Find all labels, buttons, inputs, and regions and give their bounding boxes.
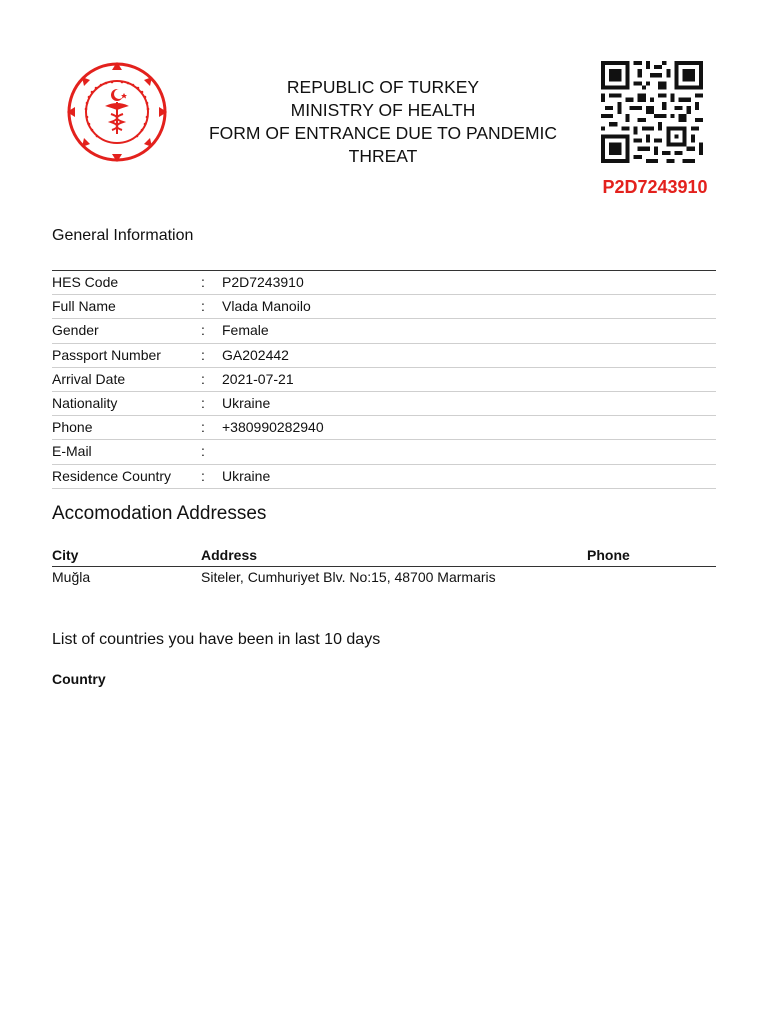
accommodation-table-header <box>52 545 716 567</box>
info-label: E-Mail <box>52 443 92 460</box>
info-separator: : <box>201 322 205 339</box>
info-value: Ukraine <box>222 394 271 411</box>
table-row <box>52 567 716 589</box>
general-info-title: General Information <box>52 227 194 244</box>
general-info-table <box>52 270 716 489</box>
info-label: HES Code <box>52 274 119 290</box>
header-line-ministry: MINISTRY OF HEALTH <box>290 100 476 120</box>
countries-visited-title: List of countries you have been in last 10 days <box>52 631 381 648</box>
info-value: Vlada Manoilo <box>222 298 311 315</box>
column-header-address: Address <box>201 547 258 563</box>
info-value: Female <box>222 322 269 339</box>
info-row-residence-country <box>52 464 716 489</box>
info-row-email <box>52 439 716 463</box>
info-value: P2D7243910 <box>222 274 304 290</box>
qr-code <box>598 61 706 163</box>
accommodation-address: Siteler, Cumhuriyet Blv. No:15, 48700 Marmaris <box>201 569 496 585</box>
column-header-city: City <box>52 547 79 563</box>
accommodation-title: Accomodation Addresses <box>52 503 267 524</box>
info-value: GA202442 <box>222 346 289 363</box>
info-row-passport-number <box>52 343 716 367</box>
info-label: Nationality <box>52 394 118 411</box>
info-value: 2021-07-21 <box>222 370 294 387</box>
header-line-form-title: FORM OF ENTRANCE DUE TO PANDEMIC THREAT <box>208 123 558 166</box>
info-row-gender <box>52 318 716 342</box>
info-row-phone <box>52 415 716 439</box>
accommodation-city: Muğla <box>52 569 91 585</box>
info-separator: : <box>201 370 205 387</box>
document-header <box>188 76 578 168</box>
column-header-country: Country <box>52 671 106 687</box>
hes-code-highlight: P2D7243910 <box>602 177 708 197</box>
info-value: +380990282940 <box>222 419 324 436</box>
info-label: Residence Country <box>52 467 172 484</box>
info-label: Gender <box>52 322 99 339</box>
ministry-seal-logo <box>62 62 172 162</box>
info-label: Passport Number <box>52 346 161 363</box>
info-label: Full Name <box>52 298 116 315</box>
info-separator: : <box>201 443 205 460</box>
column-header-phone: Phone <box>587 547 630 563</box>
info-separator: : <box>201 394 205 411</box>
info-value: Ukraine <box>222 467 271 484</box>
info-separator: : <box>201 419 205 436</box>
info-row-full-name <box>52 294 716 318</box>
info-label: Phone <box>52 419 93 436</box>
header-line-republic: REPUBLIC OF TURKEY <box>286 77 480 97</box>
info-separator: : <box>201 274 205 290</box>
info-separator: : <box>201 467 205 484</box>
info-separator: : <box>201 298 205 315</box>
info-separator: : <box>201 346 205 363</box>
info-row-hes-code <box>52 270 716 294</box>
info-row-arrival-date <box>52 367 716 391</box>
info-row-nationality <box>52 391 716 415</box>
info-label: Arrival Date <box>52 370 126 387</box>
